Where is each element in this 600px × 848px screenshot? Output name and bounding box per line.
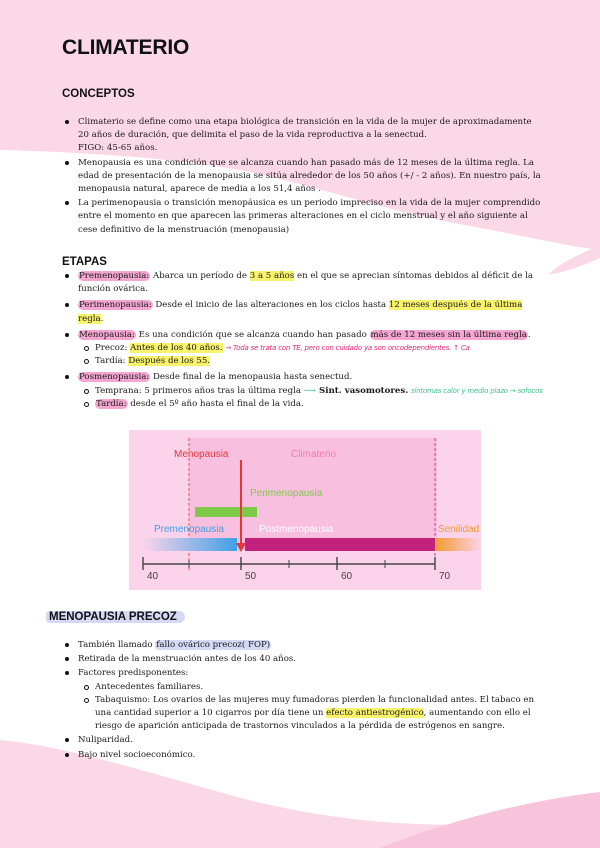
list-item <box>62 639 542 652</box>
menopausia-text: Es una condición que se alcanza cuando han pasado <box>135 329 370 340</box>
premenopausia-label: Premenopausia: <box>79 271 150 281</box>
tabaquismo-text-end: , aumentando con ello el riesgo de aparición anticipada de trastornos vinculados a la pérdida de estrógenos en sangre. <box>95 708 531 732</box>
precoz-item4-text: Nuliparidad. <box>78 735 133 746</box>
menopausia-label: Menopausia: <box>79 329 135 340</box>
list-item <box>84 694 542 734</box>
menopausia-precoz-heading: MENOPAUSIA PRECOZ <box>46 611 185 623</box>
label-postmenopausia: Postmenopausia <box>259 524 334 535</box>
tardia-label: Tardía: <box>95 356 126 367</box>
list-item <box>84 355 542 368</box>
etapa-posmenopausia <box>62 371 542 411</box>
etapa-premenopausia <box>62 270 542 296</box>
bar-postmenopausia <box>245 538 435 551</box>
tardia-pos-label: Tardía: <box>96 398 127 409</box>
tick-label-40: 40 <box>147 571 159 582</box>
fop-highlight: fallo ovárico precoz( FOP) <box>156 640 271 650</box>
premenopausia-highlight: 3 a 5 años <box>249 271 295 281</box>
premenopausia-text-end: en el que se aprecian síntomas debidos al déficit de la función ovárica. <box>78 271 533 295</box>
perimenopausia-text-end: . <box>100 313 104 324</box>
factores-sublist <box>78 681 542 734</box>
posmenopausia-sublist <box>78 385 542 411</box>
precoz-highlight: Antes de los 40 años. <box>130 343 223 354</box>
list-item <box>62 197 542 237</box>
arrow-icon: ⟶ <box>303 385 317 396</box>
precoz-item1-text: También llamado <box>78 640 156 650</box>
tick-label-50: 50 <box>245 571 257 582</box>
menopausia-sublist <box>78 342 542 368</box>
precoz-list <box>62 639 542 763</box>
perimenopausia-text: Desde el inicio de las alteraciones en los ciclos hasta <box>152 300 389 311</box>
tabaquismo-text: Tabaquismo: Los ovarios de las mujeres muy fumadoras pierden la funcionalidad antes. El tabaco en una cantidad superior a 10 cigarros por día tiene un <box>95 694 534 719</box>
list-item <box>84 385 542 398</box>
figo-note: FIGO: 45-65 años. <box>78 143 158 154</box>
precoz-item5-text: Bajo nivel socioeconómico. <box>78 749 196 760</box>
bar-senilidad <box>435 538 481 551</box>
climaterio-timeline-diagram <box>129 430 481 590</box>
temprana-text: 5 primeros años tras la última regla <box>141 385 304 396</box>
handwritten-note-precoz: → Toda se trata con TE, pero con cuidado ya son oncodependientes. ↑ Ca <box>225 344 470 353</box>
etapa-menopausia <box>62 329 542 369</box>
list-item <box>62 116 542 156</box>
handwritten-note-temprana: síntomas calor y medio plazo → sofocos <box>410 386 543 395</box>
posmenopausia-text: Desde final de la menopausia hasta senectud. <box>150 372 353 383</box>
temprana-bold: Sint. vasomotores. <box>316 385 409 396</box>
list-item <box>84 342 542 355</box>
conceptos-list <box>62 116 542 238</box>
label-perimenopausia: Perimenopausia <box>250 488 323 499</box>
list-item <box>84 398 542 411</box>
premenopausia-text: Abarca un período de <box>150 271 250 281</box>
antecedentes-text: Antecedentes familiares. <box>95 681 204 692</box>
precoz-item3-text: Factores predisponentes: <box>78 668 189 679</box>
perimenopausia-highlight: 12 meses después de la última regla <box>78 300 523 324</box>
list-item <box>62 653 542 666</box>
perimenopausia-label: Perimenopausia: <box>79 300 152 311</box>
list-item <box>62 157 542 197</box>
list-item <box>62 667 542 733</box>
tardia-pos-text: desde el 5º año hasta el final de la vida. <box>127 398 304 409</box>
posmenopausia-label: Posmenopausia: <box>79 372 150 383</box>
antiestrogenico-highlight: efecto antiestrogénico <box>326 708 424 719</box>
temprana-label: Temprana: <box>95 385 142 396</box>
label-premenopausia: Premenopausia <box>154 524 225 535</box>
menopausia-highlight: más de 12 meses sin la última regla <box>370 329 527 340</box>
label-climaterio: Climaterio <box>291 449 337 460</box>
etapas-list <box>62 270 542 414</box>
conceptos-heading: CONCEPTOS <box>62 88 135 100</box>
label-senilidad: Senilidad <box>438 524 480 535</box>
bar-perimenopausia <box>195 507 257 517</box>
precoz-item2-text: Retirada de la menstruación antes de los 40 años. <box>78 654 297 665</box>
bar-premenopausia <box>143 538 237 551</box>
list-item <box>62 734 542 747</box>
tick-label-60: 60 <box>341 571 353 582</box>
menopausia-text-end: . <box>527 329 531 340</box>
climaterio-definition: Climaterio se define como una etapa biológica de transición en la vida de la mujer de aproximadamente 20 años de duración, que delimita el paso de la vida reproductiva a la senectud. <box>78 117 532 141</box>
tardia-highlight: Después de los 55. <box>128 356 211 367</box>
precoz-label: Precoz: <box>95 343 128 354</box>
label-menopausia: Menopausia <box>174 449 229 460</box>
list-item <box>62 749 542 762</box>
page-title: CLIMATERIO <box>62 36 190 59</box>
tick-label-70: 70 <box>439 571 451 582</box>
list-item <box>84 681 542 694</box>
etapa-perimenopausia <box>62 299 542 325</box>
menopausia-definition: Menopausia es una condición que se alcanza cuando han pasado más de 12 meses de la última regla. La edad de presentación de la menopausia se sitúa alrededor de los 50 años (+/ - 2 años). En nuestro país, la menopausia natural, aparece de media a los 51,4 años . <box>78 157 541 195</box>
etapas-heading: ETAPAS <box>62 256 107 268</box>
perimenopausia-definition: La perimenopausia o transición menopáusica es un periodo impreciso en la vida de la mujer comprendido entre el momento en que aparecen las primeras alteraciones en el ciclo menstrual y el año siguiente al cese definitivo de la menstruación (menopausia) <box>78 198 541 235</box>
